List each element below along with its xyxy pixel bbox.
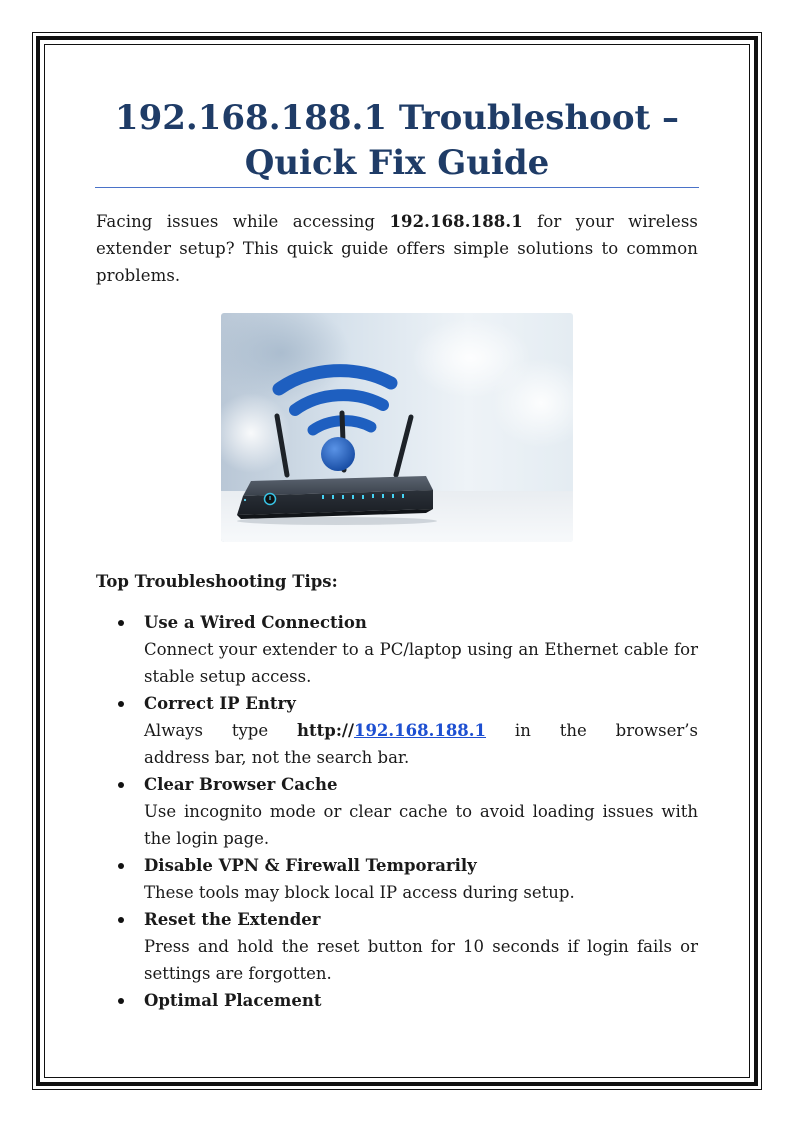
tip-desc-suffix: in the browser’s xyxy=(486,721,699,740)
bullet-icon xyxy=(118,782,124,788)
document-title xyxy=(96,96,698,186)
tip-title: Reset the Extender xyxy=(144,910,321,929)
bullet-icon xyxy=(118,917,124,923)
list-item xyxy=(96,852,698,906)
tip-description: Connect your extender to a PC/laptop using an Ethernet cable for stable setup access. xyxy=(144,640,698,686)
tip-title: Correct IP Entry xyxy=(144,694,296,713)
tips-list xyxy=(96,609,698,1014)
ip-address-link[interactable]: 192.168.188.1 xyxy=(353,721,487,740)
tip-description: These tools may block local IP access during setup. xyxy=(144,883,575,902)
list-item xyxy=(96,987,698,1014)
title-line-1: 192.168.188.1 Troubleshoot – xyxy=(114,98,680,138)
intro-paragraph xyxy=(96,208,698,289)
tip-desc-prefix: Always type xyxy=(144,721,298,740)
tip-title: Optimal Placement xyxy=(144,991,322,1010)
list-item xyxy=(96,906,698,987)
intro-text-after: for your wireless extender setup? This quick guide offers simple solutions to common problems. xyxy=(96,212,699,285)
tip-description-line2: address bar, not the search bar. xyxy=(144,748,410,767)
list-item xyxy=(96,609,698,690)
bullet-icon xyxy=(118,863,124,869)
list-item xyxy=(96,771,698,852)
title-line-2: Quick Fix Guide xyxy=(244,143,550,183)
title-underline xyxy=(95,187,699,188)
tip-title: Clear Browser Cache xyxy=(144,775,338,794)
tip-description xyxy=(144,717,698,744)
bullet-icon xyxy=(118,620,124,626)
tip-desc-protocol: http:// xyxy=(297,721,354,740)
bullet-icon xyxy=(118,998,124,1004)
tip-description: Use incognito mode or clear cache to avoid loading issues with the login page. xyxy=(144,802,698,848)
router-wifi-image xyxy=(221,313,573,542)
tip-title: Disable VPN & Firewall Temporarily xyxy=(144,856,477,875)
section-heading: Top Troubleshooting Tips: xyxy=(96,572,338,591)
list-item xyxy=(96,690,698,771)
tip-title: Use a Wired Connection xyxy=(144,613,367,632)
tip-description: Press and hold the reset button for 10 seconds if login fails or settings are forgotten. xyxy=(144,937,698,983)
wifi-router-illustration xyxy=(221,313,573,542)
intro-ip-address: 192.168.188.1 xyxy=(389,212,523,231)
intro-text-before: Facing issues while accessing xyxy=(96,212,390,231)
bullet-icon xyxy=(118,701,124,707)
